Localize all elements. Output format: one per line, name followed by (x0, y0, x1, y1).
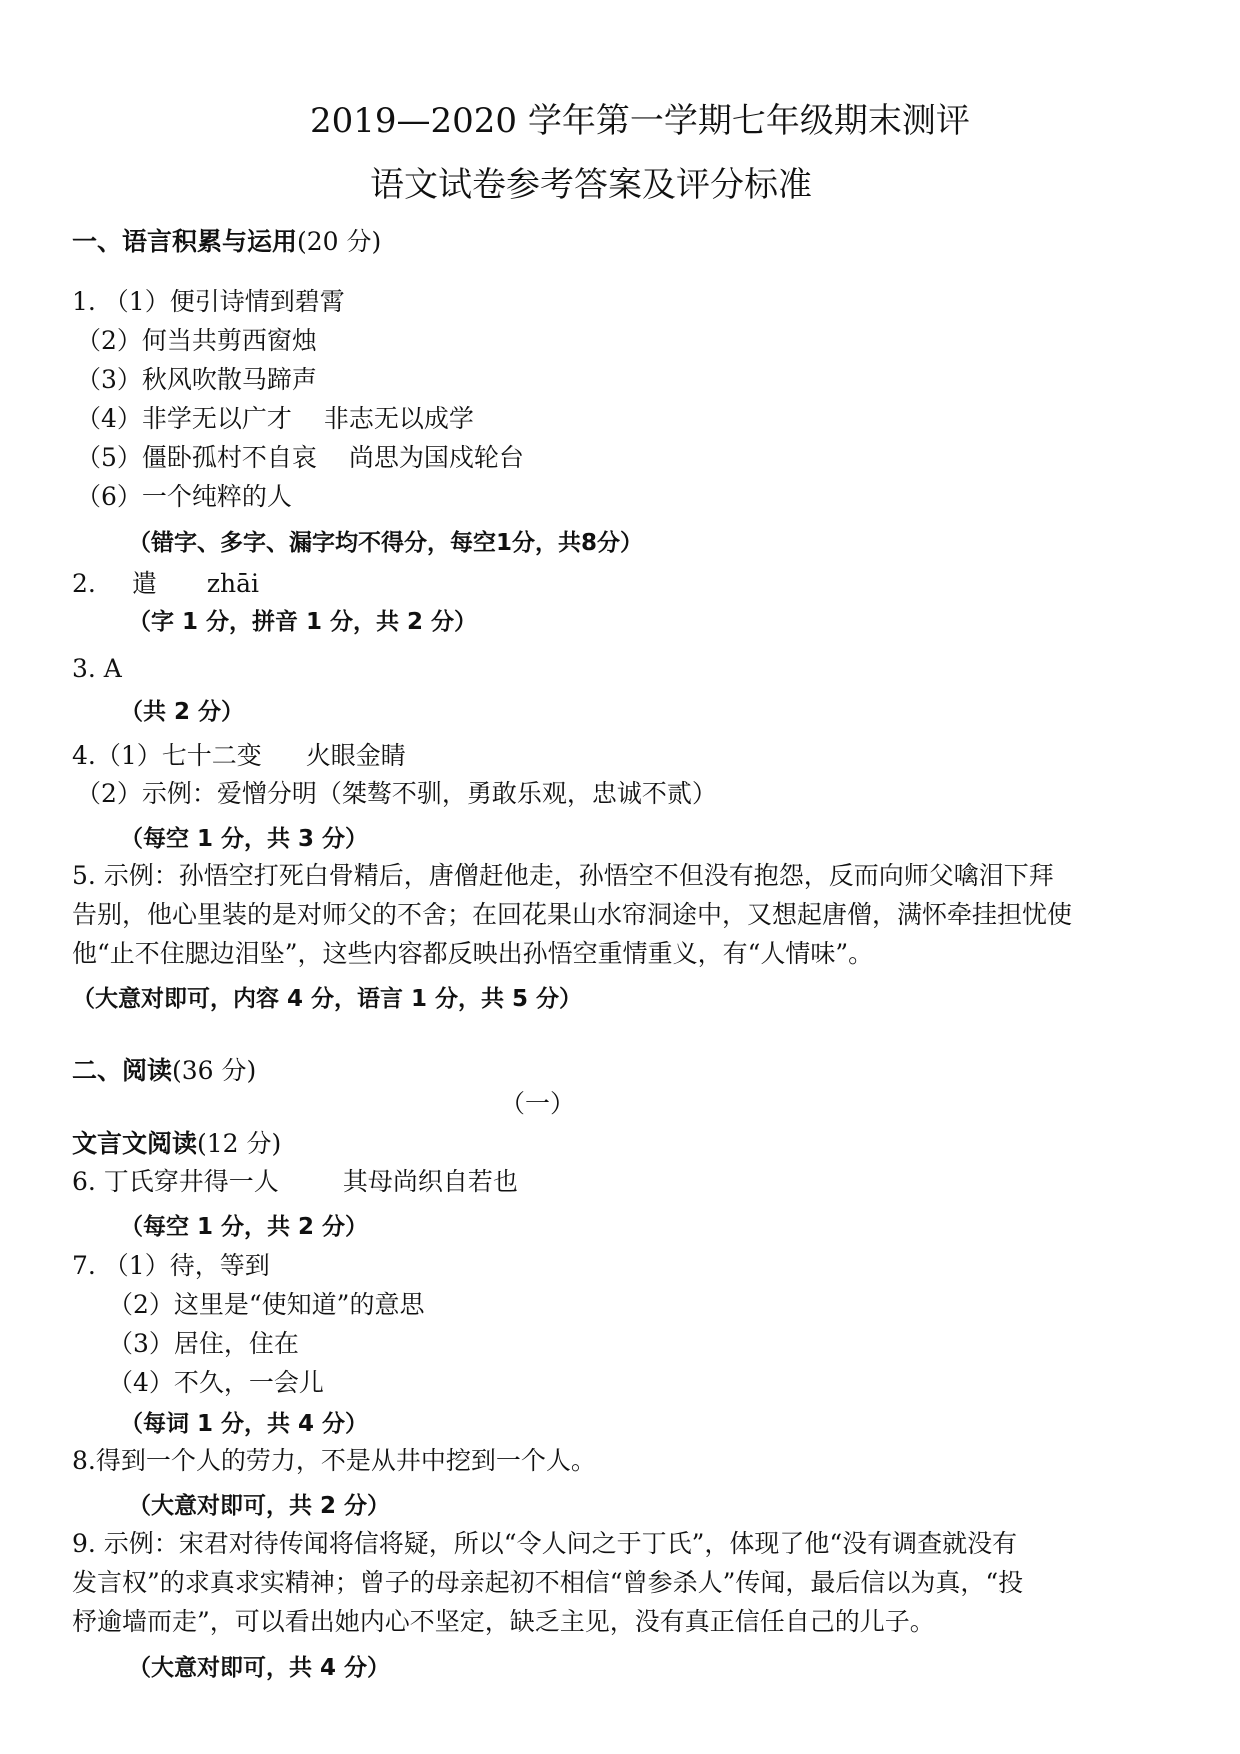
q6-answer-b: 其母尚织自若也 (342, 1167, 518, 1196)
classical-reading-heading (72, 1128, 281, 1160)
q1-answer-1: 1. （1）便引诗情到碧霄 (72, 287, 345, 316)
q1-answer-5b: 尚思为国戍轮台 (348, 443, 524, 472)
q1-answer-2: （2）何当共剪西窗烛 (76, 326, 317, 355)
q7-answer-2: （2）这里是“使知道”的意思 (108, 1290, 425, 1319)
q1-answer-4 (76, 403, 474, 435)
q7-answer-3: （3）居住，住在 (108, 1329, 299, 1358)
q2-pinyin: zhāi (206, 569, 260, 598)
section-heading-part1 (72, 226, 381, 258)
subsection-title: 文言文阅读 (72, 1129, 198, 1158)
section-heading-part2 (72, 1055, 256, 1087)
section-title: 一、语言积累与运用 (72, 227, 298, 256)
q5-answer-line-2: 告别，他心里装的是对师父的不舍；在回花果山水帘洞途中，又想起唐僧，满怀牵挂担忧使 (72, 900, 1073, 929)
q2-scoring-note: （字 1 分，拼音 1 分，共 2 分） (128, 609, 478, 635)
q6-answer (72, 1166, 518, 1198)
q2-number: 2. (72, 569, 96, 598)
q2-answer (72, 568, 259, 600)
q7-answer-1: 7. （1）待，等到 (72, 1251, 270, 1280)
q9-answer-line-2: 发言权”的求真求实精神；曾子的母亲起初不相信“曾参杀人”传闻，最后信以为真，“投 (72, 1568, 1024, 1597)
q4-answer-1 (72, 740, 406, 772)
q1-answer-4b: 非志无以成学 (323, 404, 474, 433)
title-line-2: 语文试卷参考答案及评分标准 (370, 165, 812, 205)
q6-scoring-note: （每空 1 分，共 2 分） (120, 1214, 369, 1240)
q8-scoring-note: （大意对即可，共 2 分） (128, 1493, 391, 1519)
q4-answer-1a: 4.（1）七十二变 (72, 741, 262, 770)
q8-answer: 8.得到一个人的劳力，不是从井中挖到一个人。 (72, 1446, 596, 1475)
q7-answer-4: （4）不久，一会儿 (108, 1368, 324, 1397)
q5-answer-line-3: 他“止不住腮边泪坠”，这些内容都反映出孙悟空重情重义，有“人情味”。 (72, 939, 874, 968)
q1-answer-5a: （5）僵卧孤村不自哀 (76, 443, 317, 472)
q3-scoring-note: （共 2 分） (120, 699, 245, 725)
q1-answer-3: （3）秋风吹散马蹄声 (76, 365, 317, 394)
q2-char: 遣 (131, 569, 157, 598)
section-points: (20 分) (297, 227, 382, 256)
q1-answer-4a: （4）非学无以广才 (76, 404, 292, 433)
q4-scoring-note: （每空 1 分，共 3 分） (120, 826, 369, 852)
q5-answer-line-1: 5. 示例：孙悟空打死白骨精后，唐僧赶他走，孙悟空不但没有抱怨，反而向师父噙泪下拜 (72, 861, 1054, 890)
q3-answer: 3. A (72, 654, 122, 683)
q9-scoring-note: （大意对即可，共 4 分） (128, 1655, 391, 1681)
q1-answer-5 (76, 442, 524, 474)
q7-scoring-note: （每词 1 分，共 4 分） (120, 1411, 369, 1437)
q4-answer-2: （2）示例：爱憎分明（桀骜不驯，勇敢乐观，忠诚不贰） (76, 779, 717, 808)
subsection-points: (12 分) (197, 1129, 282, 1158)
q6-answer-a: 6. 丁氏穿井得一人 (72, 1167, 279, 1196)
q1-answer-6: （6）一个纯粹的人 (76, 482, 292, 511)
q4-answer-1b: 火眼金睛 (305, 741, 406, 770)
q1-scoring-note: （错字、多字、漏字均不得分，每空1分，共8分） (128, 530, 644, 556)
q5-scoring-note: （大意对即可，内容 4 分，语言 1 分，共 5 分） (72, 986, 583, 1012)
subsection-number: （一） (500, 1089, 576, 1118)
q9-answer-line-3: 杼逾墙而走”，可以看出她内心不坚定，缺乏主见，没有真正信任自己的儿子。 (72, 1607, 935, 1636)
q9-answer-line-1: 9. 示例：宋君对待传闻将信将疑，所以“令人问之于丁氏”，体现了他“没有调查就没有 (72, 1529, 1018, 1558)
section-points: (36 分) (172, 1056, 257, 1085)
title-line-1: 2019—2020 学年第一学期七年级期末测评 (310, 101, 970, 141)
section-title: 二、阅读 (72, 1056, 173, 1085)
